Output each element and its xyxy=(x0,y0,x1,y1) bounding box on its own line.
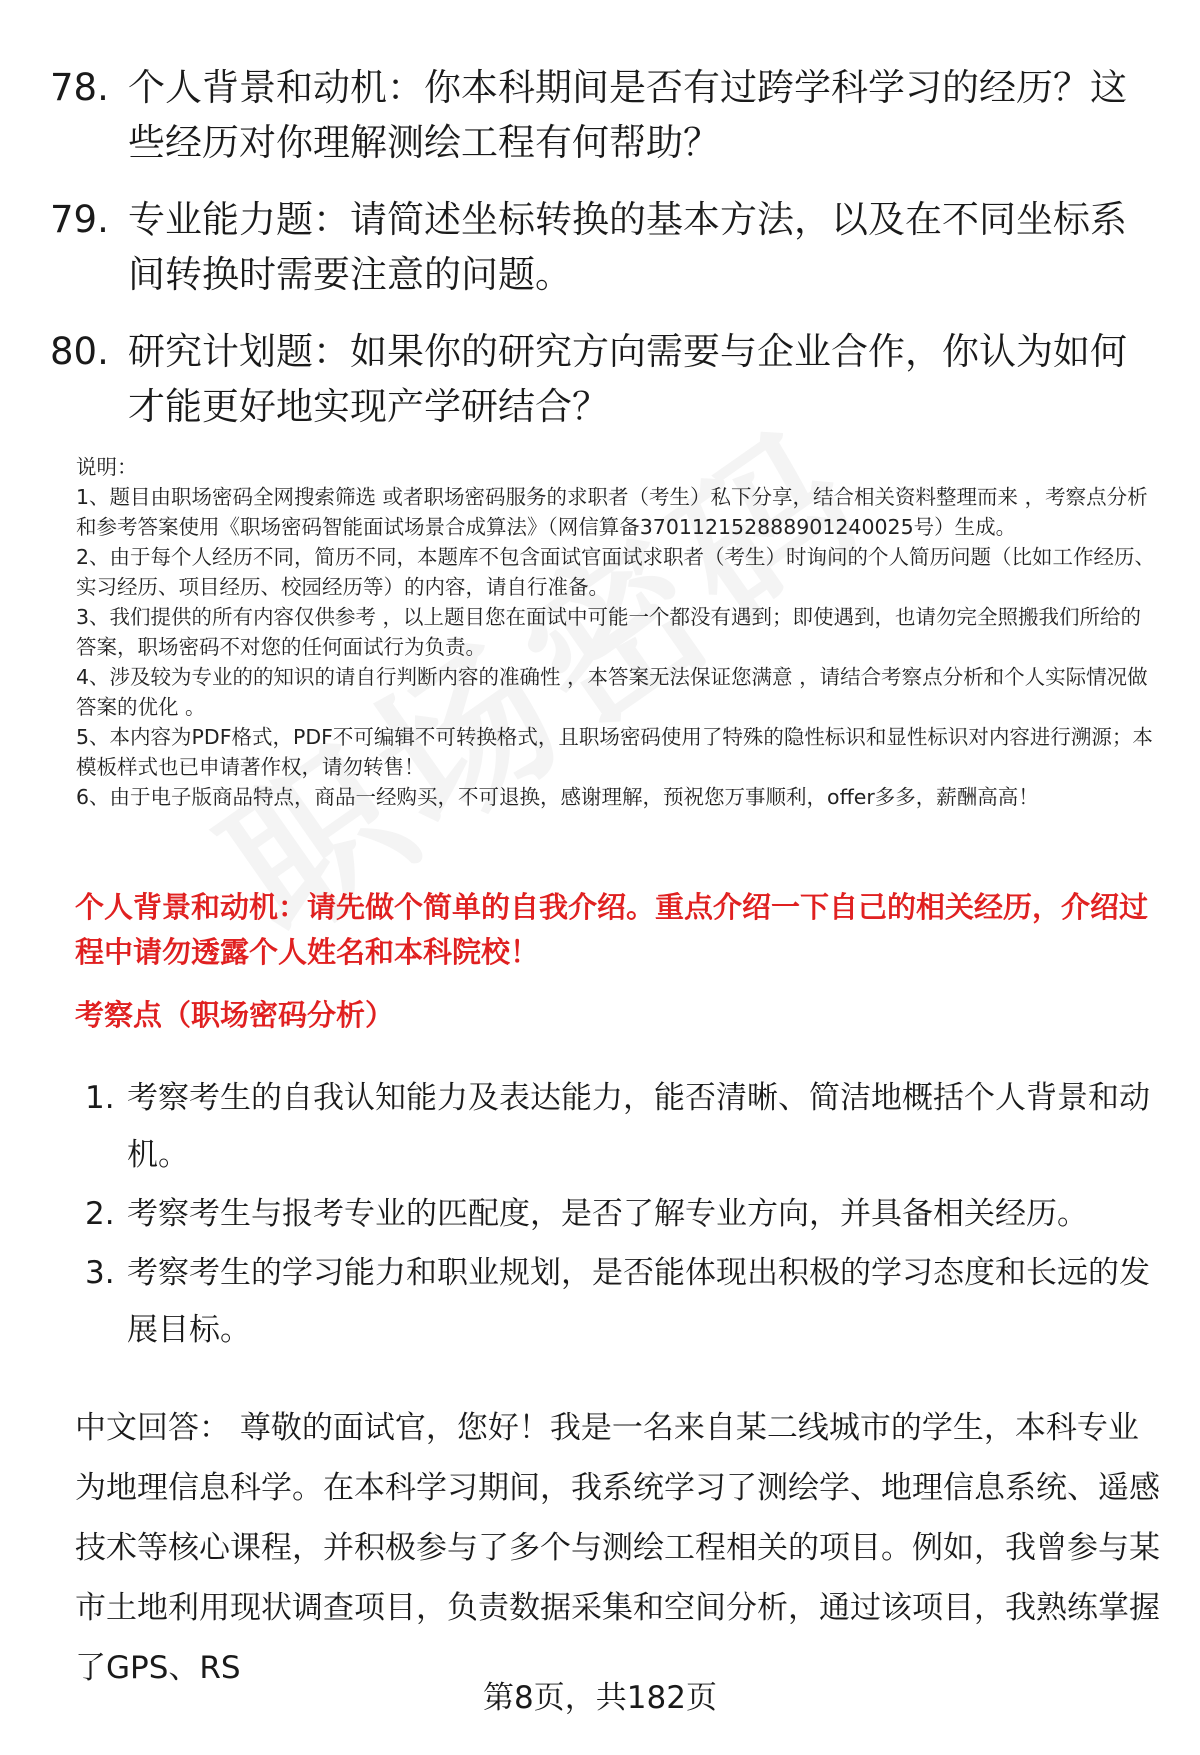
question-item xyxy=(50,324,1150,434)
note-item: 6、由于电子版商品特点，商品一经购买，不可退换，感谢理解，预祝您万事顺利，offer多多，薪酬高高！ xyxy=(76,785,1039,809)
question-text: 研究计划题：如果你的研究方向需要与企业合作，你认为如何才能更好地实现产学研结合？ xyxy=(128,330,1127,428)
point-text: 考察考生的自我认知能力及表达能力，能否清晰、简洁地概括个人背景和动机。 xyxy=(127,1080,1150,1173)
question-number: 78. xyxy=(50,66,109,109)
question-item xyxy=(50,192,1150,302)
point-number: 1. xyxy=(85,1080,115,1116)
question-text: 专业能力题：请简述坐标转换的基本方法，以及在不同坐标系间转换时需要注意的问题。 xyxy=(128,198,1127,296)
note-item: 4、涉及较为专业的的知识的请自行判断内容的准确性 ，本答案无法保证您满意 ，请结合考察点分析和个人实际情况做答案的优化 。 xyxy=(76,665,1148,719)
point-number: 2. xyxy=(85,1196,115,1232)
notes-title: 说明： xyxy=(76,455,138,479)
point-text: 考察考生的学习能力和职业规划，是否能体现出积极的学习态度和长远的发展目标。 xyxy=(127,1255,1150,1348)
note-item: 2、由于每个人经历不同，简历不同，本题库不包含面试官面试求职者（考生）时询问的个人简历问题（比如工作经历、实习经历、项目经历、校园经历等）的内容，请自行准备。 xyxy=(76,545,1156,599)
note-item: 1、题目由职场密码全网搜索筛选 或者职场密码服务的求职者（考生）私下分享，结合相关资料整理而来 ，考察点分析和参考答案使用《职场密码智能面试场景合成算法》（网信算备370112152888901240025号）生成。 xyxy=(76,485,1148,539)
question-list xyxy=(50,60,1150,456)
page-footer: 第8页，共182页 xyxy=(483,1680,717,1716)
section-subheading: 考察点（职场密码分析） xyxy=(75,998,395,1032)
section-heading: 个人背景和动机：请先做个简单的自我介绍。重点介绍一下自己的相关经历，介绍过程中请勿透露个人姓名和本科院校！ xyxy=(75,890,1149,969)
note-item: 5、本内容为PDF格式，PDF不可编辑不可转换格式，且职场密码使用了特殊的隐性标识和显性标识对内容进行溯源；本模板样式也已申请著作权，请勿转售！ xyxy=(76,725,1153,779)
point-number: 3. xyxy=(85,1255,115,1291)
question-number: 80. xyxy=(50,330,109,373)
disclaimer-notes xyxy=(76,452,1156,812)
point-text: 考察考生与报考专业的匹配度，是否了解专业方向，并具备相关经历。 xyxy=(127,1196,1088,1232)
question-text: 个人背景和动机：你本科期间是否有过跨学科学习的经历？这些经历对你理解测绘工程有何帮助？ xyxy=(128,66,1127,164)
answer-text: 中文回答： 尊敬的面试官，您好！我是一名来自某二线城市的学生，本科专业为地理信息科学。在本科学习期间，我系统学习了测绘学、地理信息系统、遥感技术等核心课程，并积极参与了多个与测绘工程相关的项目。例如，我曾参与某市土地利用现状调查项目，负责数据采集和空间分析，通过该项目，我熟练掌握了GPS、RS xyxy=(75,1410,1160,1686)
question-number: 79. xyxy=(50,198,109,241)
assessment-point xyxy=(85,1245,1155,1359)
assessment-points xyxy=(85,1070,1155,1361)
note-item: 3、我们提供的所有内容仅供参考 ，以上题目您在面试中可能一个都没有遇到；即使遇到，也请勿完全照搬我们所给的答案，职场密码不对您的任何面试行为负责。 xyxy=(76,605,1142,659)
question-item xyxy=(50,60,1150,170)
assessment-point xyxy=(85,1070,1155,1184)
assessment-point xyxy=(85,1186,1155,1243)
